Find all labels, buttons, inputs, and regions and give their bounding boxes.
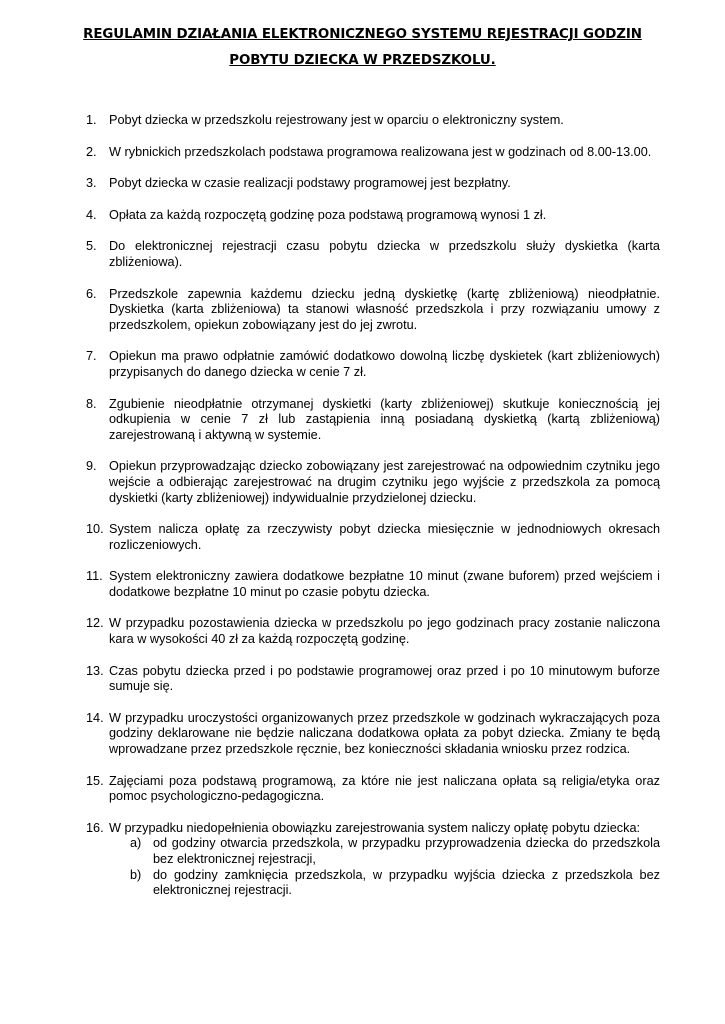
regulation-list <box>86 113 660 899</box>
item-text: Opłata za każdą rozpoczętą godzinę poza podstawą programową wynosi 1 zł. <box>109 207 547 222</box>
item-number: 13. <box>86 663 104 678</box>
item-number: 2. <box>86 144 97 159</box>
list-item <box>86 459 660 506</box>
item-number: 9. <box>86 459 97 474</box>
item-text: Przedszkole zapewnia każdemu dziecku jedną dyskietkę (kartę zbliżeniową) nieodpłatnie. Dyskietka (karta zbliżeniowa) ta stanowi własność przedszkola i przy rozwiązaniu umowy z przedszkolem, opiekun zobowiązany jest do jej zwrotu. <box>109 286 660 332</box>
item-number: 15. <box>86 773 104 788</box>
item-number: 14. <box>86 710 104 725</box>
title-line-2: POBYTU DZIECKA W PRZEDSZKOLU. <box>229 53 496 68</box>
item-text: W przypadku uroczystości organizowanych przez przedszkole w godzinach wykraczających poza godziny deklarowane nie będzie naliczana dodatkowa opłata za pobyt dziecka. Zmiany te będą wprowadzane przez przedszkole ręcznie, bez konieczności składania wniosku przez rodzica. <box>109 710 660 757</box>
item-text: Zgubienie nieodpłatnie otrzymanej dyskietki (karty zbliżeniowej) skutkuje koniecznością jej odkupienia w cenie 7 zł lub zastąpienia inną posiadaną dyskietką (kartą zbliżeniową) zarejestrowaną i aktywną w systemie. <box>109 396 660 442</box>
item-text: Opiekun ma prawo odpłatnie zamówić dodatkowo dowolną liczbę dyskietek (kart zbliżeniowych) przypisanych do danego dziecka w cenie 7 zł. <box>109 349 660 379</box>
sub-item-text: od godziny otwarcia przedszkola, w przypadku przyprowadzenia dziecka do przedszkola bez elektronicznej rejestracji, <box>153 836 660 866</box>
item-text: W przypadku pozostawienia dziecka w przedszkolu po jego godzinach pracy zostanie naliczona kara w wysokości 40 zł za każdą rozpoczętą godzinę. <box>109 616 660 647</box>
list-item <box>86 208 660 224</box>
document-title <box>60 22 665 74</box>
list-item <box>86 287 660 334</box>
item-text: Opiekun przyprowadzając dziecko zobowiązany jest zarejestrować na odpowiednim czytniku jego wejście a odbierając zarejestrować na drugim czytniku jego wyjście z przedszkola za pomocą dyskietki (karty zbliżeniowej) indywidualnie przydzielonej dziecku. <box>109 459 660 505</box>
list-item <box>86 239 660 270</box>
list-item <box>86 349 660 380</box>
sub-list-item <box>86 836 660 867</box>
sub-list-item <box>86 868 660 899</box>
list-item <box>86 821 660 837</box>
item-number: 8. <box>86 396 97 411</box>
item-text: W przypadku niedopełnienia obowiązku zarejestrowania system naliczy opłatę pobytu dziecka: <box>109 820 641 835</box>
sub-item-text: do godziny zamknięcia przedszkola, w przypadku wyjścia dziecka z przedszkola bez elektronicznej rejestracji. <box>153 867 660 898</box>
item-number: 1. <box>86 113 97 127</box>
list-item <box>86 397 660 444</box>
list-item <box>86 569 660 600</box>
item-number: 11. <box>86 569 103 584</box>
list-item <box>86 145 660 161</box>
item-text: System elektroniczny zawiera dodatkowe bezpłatne 10 minut (zwane buforem) przed wejściem i dodatkowe bezpłatne 10 minut po czasie pobytu dziecka. <box>109 569 660 599</box>
list-item <box>86 113 660 129</box>
item-text: W rybnickich przedszkolach podstawa programowa realizowana jest w godzinach od 8.00-13.00. <box>109 144 652 159</box>
item-number: 16. <box>86 820 104 835</box>
item-text: Czas pobytu dziecka przed i po podstawie programowej oraz przed i po 10 minutowym buforze sumuje się. <box>109 663 660 694</box>
list-item <box>86 616 660 647</box>
item-number: 6. <box>86 286 97 301</box>
list-item <box>86 522 660 553</box>
list-item <box>86 176 660 192</box>
item-number: 7. <box>86 349 97 364</box>
item-text: Zajęciami poza podstawą programową, za które nie jest naliczana opłata są religia/etyka oraz pomoc psychologiczno-pedagogiczna. <box>109 773 660 804</box>
item-number: 3. <box>86 176 97 191</box>
item-number: 5. <box>86 239 97 254</box>
list-item <box>86 711 660 758</box>
item-text: Do elektronicznej rejestracji czasu pobytu dziecka w przedszkolu służy dyskietka (karta zbliżeniowa). <box>109 239 660 269</box>
item-number: 4. <box>86 207 97 222</box>
list-item <box>86 664 660 695</box>
item-text: System nalicza opłatę za rzeczywisty pobyt dziecka miesięcznie w jednodniowych okresach rozliczeniowych. <box>109 522 660 552</box>
item-number: 10. <box>86 522 104 537</box>
item-text: Pobyt dziecka w czasie realizacji podstawy programowej jest bezpłatny. <box>109 176 511 191</box>
title-line-1: REGULAMIN DZIAŁANIA ELEKTRONICZNEGO SYSTEMU REJESTRACJI GODZIN <box>83 27 642 42</box>
sub-item-letter: a) <box>130 836 142 851</box>
list-item <box>86 774 660 805</box>
item-text: Pobyt dziecka w przedszkolu rejestrowany jest w oparciu o elektroniczny system. <box>109 113 564 127</box>
sub-item-letter: b) <box>130 867 142 882</box>
item-number: 12. <box>86 616 104 631</box>
